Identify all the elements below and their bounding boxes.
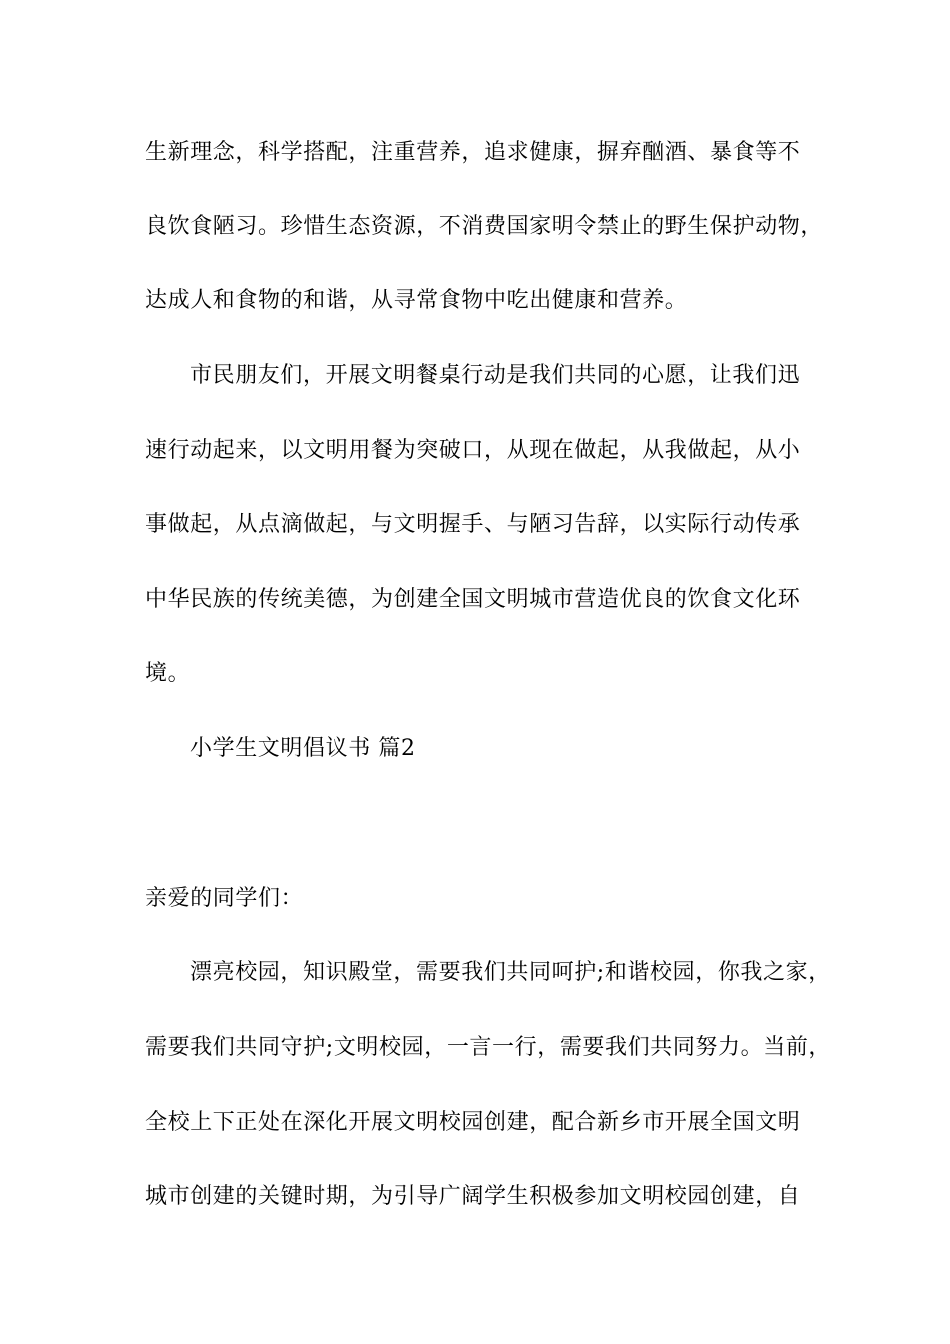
paragraph-line: 境。 xyxy=(145,661,191,686)
paragraph-line: 全校上下正处在深化开展文明校园创建，配合新乡市开展全国文明 xyxy=(145,1110,801,1135)
paragraph-line: 达成人和食物的和谐，从寻常食物中吃出健康和营养。 xyxy=(145,288,688,313)
paragraph-line: 事做起，从点滴做起，与文明握手、与陋习告辞，以实际行动传承 xyxy=(145,512,801,537)
salutation: 亲爱的同学们： xyxy=(145,886,304,911)
paragraph-line: 生新理念，科学搭配，注重营养，追求健康，摒弃酗酒、暴食等不 xyxy=(145,140,801,165)
paragraph-line: 速行动起来，以文明用餐为突破口，从现在做起，从我做起，从小 xyxy=(145,438,801,463)
paragraph-line: 城市创建的关键时期，为引导广阔学生积极参加文明校园创建，自 xyxy=(145,1184,801,1209)
paragraph-line: 漂亮校园，知识殿堂，需要我们共同呵护;和谐校园，你我之家， xyxy=(190,960,831,985)
paragraph-line: 良饮食陋习。珍惜生态资源，不消费国家明令禁止的野生保护动物， xyxy=(145,214,824,239)
section-heading: 小学生文明倡议书 篇2 xyxy=(190,736,416,761)
paragraph-line: 中华民族的传统美德，为创建全国文明城市营造优良的饮食文化环 xyxy=(145,587,801,612)
paragraph-line: 需要我们共同守护;文明校园，一言一行，需要我们共同努力。当前， xyxy=(145,1035,832,1060)
paragraph-line: 市民朋友们，开展文明餐桌行动是我们共同的心愿，让我们迅 xyxy=(190,363,801,388)
